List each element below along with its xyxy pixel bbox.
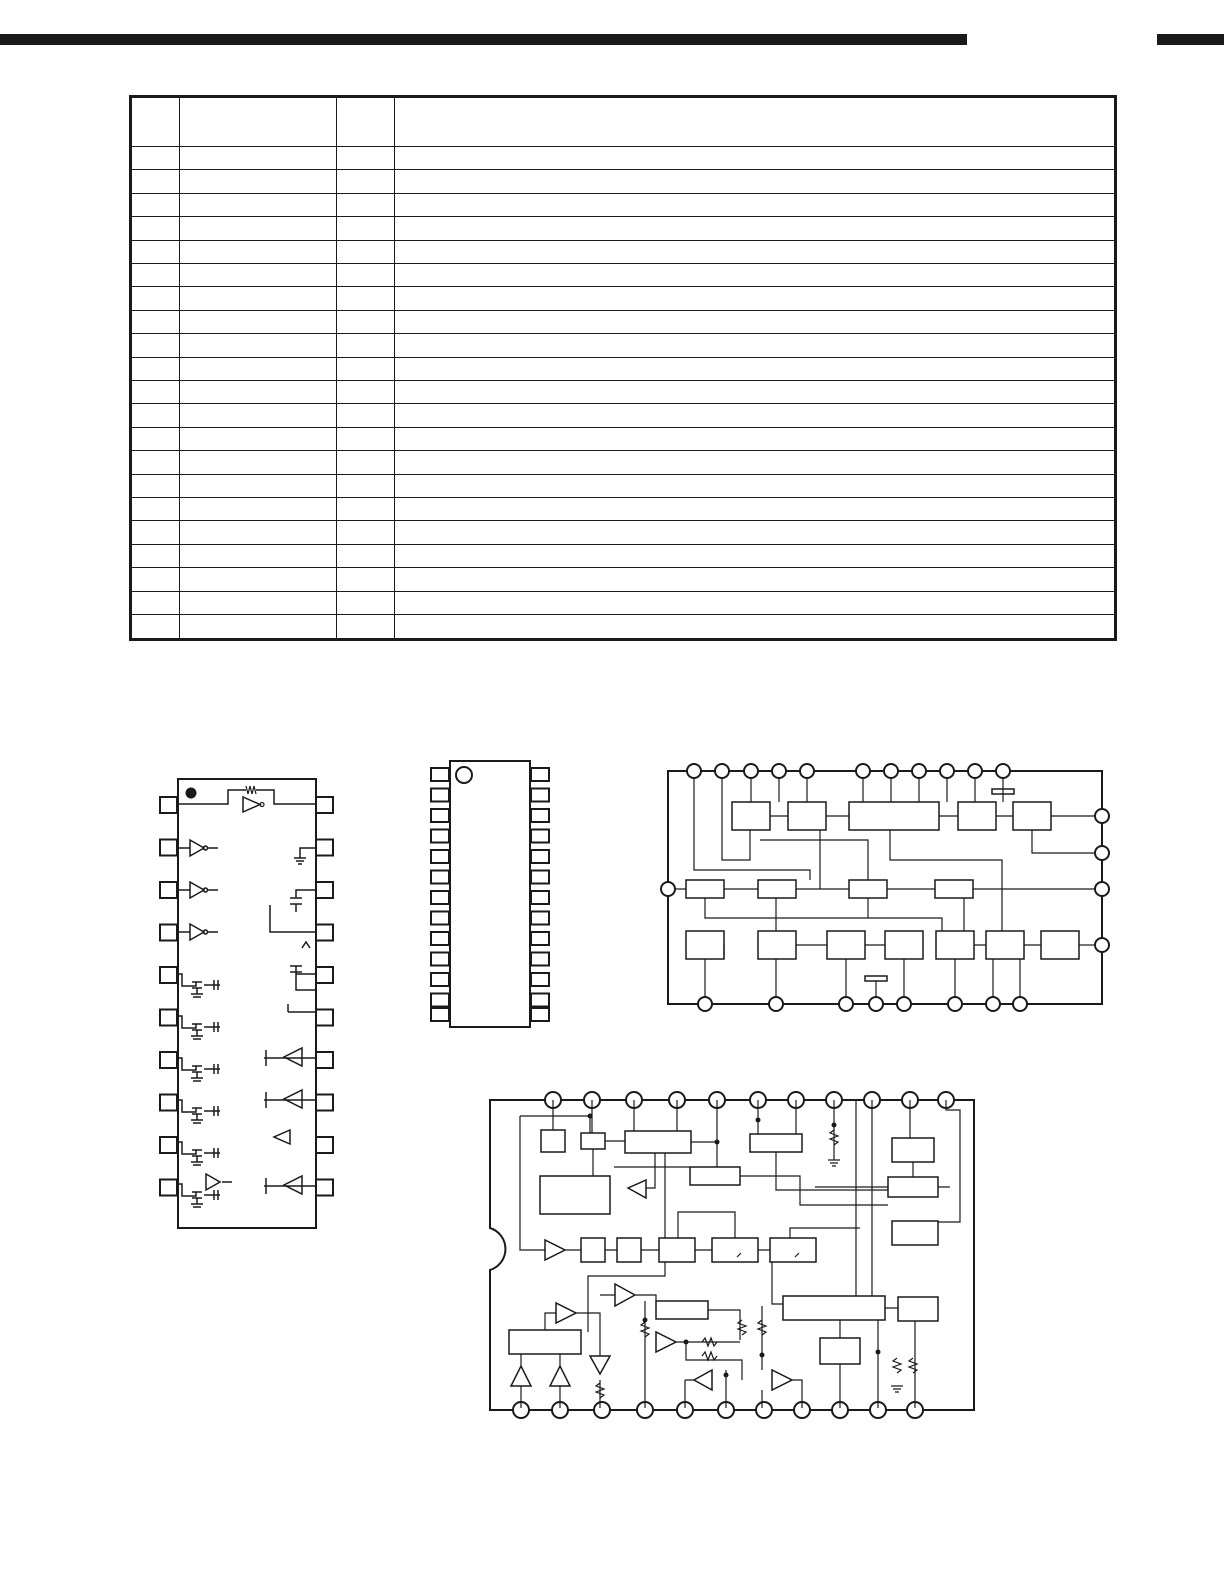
inverter-gates [178, 840, 232, 1207]
block-diagram-ic-1 [661, 764, 1109, 1011]
pin-pad [431, 973, 449, 986]
pin-pad [431, 994, 449, 1007]
ic-pins [160, 797, 333, 1196]
pin-pad [431, 953, 449, 966]
ic-body [668, 771, 1102, 1004]
pin-pad [160, 1010, 177, 1026]
pin-terminal [769, 997, 783, 1011]
ic-pins [513, 1092, 954, 1418]
pin-terminal [744, 764, 758, 778]
pin-terminal [897, 997, 911, 1011]
pin-pad [431, 809, 449, 822]
dip-package-outline [431, 761, 549, 1027]
pin-pad [316, 967, 333, 983]
pin-pad [160, 882, 177, 898]
pin-terminal [772, 764, 786, 778]
pin-terminal [856, 764, 870, 778]
pin-pad [316, 1095, 333, 1111]
pin-pad [160, 797, 177, 813]
ic-body [178, 779, 316, 1228]
package-body [450, 761, 530, 1027]
pin-pad [316, 840, 333, 856]
pin-pad [431, 850, 449, 863]
pin-terminal [940, 764, 954, 778]
pin-terminal [839, 997, 853, 1011]
pin-pad [531, 1008, 549, 1021]
transistor-switch [178, 974, 220, 997]
pin-pad [160, 967, 177, 983]
pin1-marker [187, 789, 196, 798]
pin-pad [316, 1052, 333, 1068]
transistor-switch [178, 1016, 220, 1039]
pin-pad [316, 1010, 333, 1026]
transistor-switch [178, 1184, 220, 1207]
pin-pad [531, 789, 549, 802]
pin-pad [531, 768, 549, 781]
pin-pad [160, 1095, 177, 1111]
pin-pad [160, 1137, 177, 1153]
pin-pad [531, 871, 549, 884]
inverter-gate [206, 1174, 232, 1190]
transistor-switch [178, 1100, 220, 1123]
pin-pad [316, 1137, 333, 1153]
pin-terminal [1095, 938, 1109, 952]
pin-pad [431, 912, 449, 925]
pin-pad [531, 809, 549, 822]
pin-terminal [884, 764, 898, 778]
pin1-marker [456, 767, 472, 783]
pin-terminal [715, 764, 729, 778]
transistor-switch [178, 1058, 220, 1081]
pin-pad [531, 973, 549, 986]
pin-terminal [1013, 997, 1027, 1011]
pin-pad [160, 925, 177, 941]
pin-pad [160, 1180, 177, 1196]
pin-terminal [1095, 846, 1109, 860]
block-diagram-ic-2 [490, 1092, 974, 1418]
pin-pad [531, 830, 549, 843]
inverter-gate [178, 840, 218, 856]
pin-pad [431, 830, 449, 843]
pin-terminal [756, 1402, 772, 1418]
pin-terminal [996, 764, 1010, 778]
resistors [596, 1130, 917, 1398]
pin-pad [316, 925, 333, 941]
ic-body [490, 1100, 974, 1410]
pin-terminal [800, 764, 814, 778]
pin-pad [316, 1180, 333, 1196]
pin-pad [431, 871, 449, 884]
pin-terminal [698, 997, 712, 1011]
package-pins [431, 768, 549, 1021]
pin-terminal [986, 997, 1000, 1011]
pin-pad [160, 840, 177, 856]
pin-pad [316, 882, 333, 898]
pin-pad [531, 891, 549, 904]
pin-pad [431, 932, 449, 945]
pin-terminal [869, 997, 883, 1011]
inverter-gate [178, 882, 218, 898]
pin-pad [431, 891, 449, 904]
ic-pins [661, 764, 1109, 1011]
pin-terminal [1095, 809, 1109, 823]
pin-pad [531, 932, 549, 945]
inverter-array-ic [160, 779, 333, 1228]
signal-wires [676, 779, 1094, 997]
transistor-switch [178, 1142, 220, 1165]
pin-terminal [687, 764, 701, 778]
pin-pad [531, 850, 549, 863]
function-blocks [686, 789, 1079, 981]
pin-terminal [948, 997, 962, 1011]
pin-terminal [661, 882, 675, 896]
pin-pad [431, 789, 449, 802]
pin-pad [316, 797, 333, 813]
pin-pad [431, 1008, 449, 1021]
pin-pad [160, 1052, 177, 1068]
pin-pad [531, 994, 549, 1007]
pin-terminal [1095, 882, 1109, 896]
pin-pad [531, 912, 549, 925]
function-blocks [509, 1130, 938, 1390]
pin-terminal [594, 1402, 610, 1418]
inverter-gate [178, 924, 218, 940]
pin-pad [531, 953, 549, 966]
pin-pad [431, 768, 449, 781]
pin-terminal [968, 764, 982, 778]
pin-terminal [912, 764, 926, 778]
